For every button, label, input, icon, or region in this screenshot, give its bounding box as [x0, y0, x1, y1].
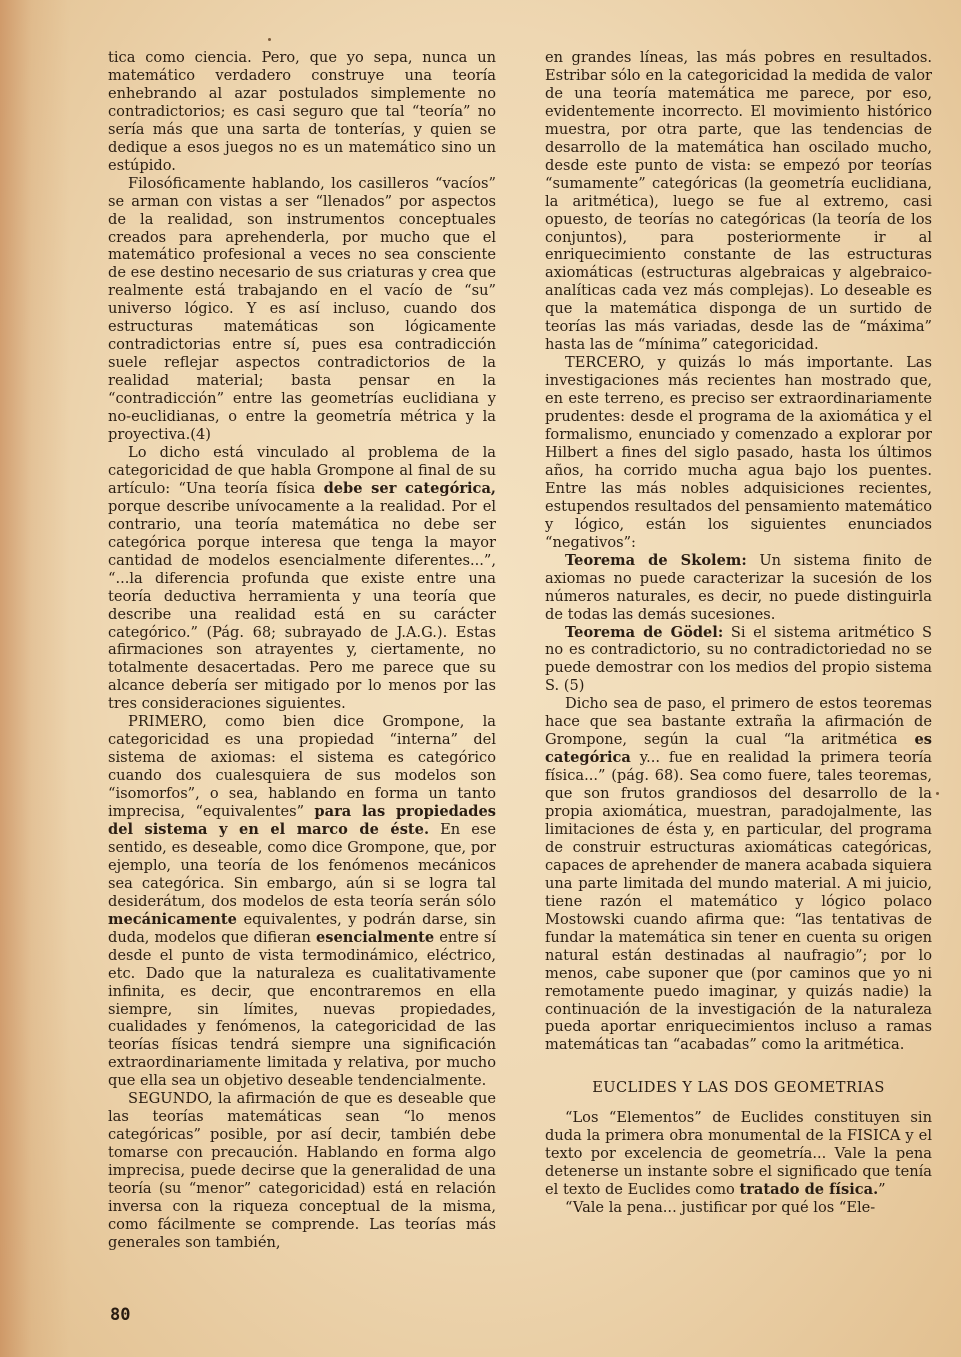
paragraph: “Vale la pena... justificar por qué los “Ele- — [565, 1199, 876, 1217]
paragraph — [108, 444, 496, 713]
text-run: Dicho sea de paso, el primero de estos teoremas hace que sea bastante extraña la afirmación de Grompone, según la cual “la aritmética — [545, 695, 932, 749]
text-run: Lo dicho está vinculado al problema de la categoricidad de que habla Grompone al final de su artículo: “Una teoría física — [108, 443, 496, 497]
paragraph — [108, 713, 496, 1090]
paragraph: TERCERO, y quizás lo más importante. Las investigaciones más recientes han mostrado que, en este terreno, es preciso ser extraordinariamente prudentes: desde el programa de la axiomática y el formalismo, enunciado y comenzado a explorar por Hilbert a fines del siglo pasado, hasta los últimos años, ha corrido mucha agua bajo los puentes. Entre las más nobles adquisiciones recientes, estupendos resultados del pensamiento matemático y lógico, están los siguientes enunciados “negativos”: — [545, 354, 932, 551]
paragraph — [545, 624, 932, 696]
emphasis: esencialmente — [316, 928, 435, 946]
text-run: Un sistema finito de axiomas no puede caracterizar la sucesión de los números naturales, es decir, no puede distinguirla de todas las demás sucesiones. — [545, 551, 932, 623]
text-run: porque describe unívocamente a la realidad. Por el contrario, una teoría matemática no debe ser categórica porque interesa que tenga la mayor cantidad de modelos esencialmente diferentes...”, “...la diferencia profunda que existe entre una teoría deductiva herramienta y una teoría que describe una realidad está en su carácter categórico.” (Pág. 68; subrayado de J.A.G.). Estas afirmaciones son atrayentes y, ciertamente, no totalmente desacertadas. Pero me parece que su alcance debería ser mitigado por lo menos por las tres consideraciones siguientes. — [108, 497, 496, 713]
text-run: ” — [878, 1181, 886, 1199]
paragraph: tica como ciencia. Pero, que yo sepa, nunca un matemático verdadero construye una teoría enhebrando al azar postulados simplemente no contradictorios; es casi seguro que tal “teoría” no sería más que una sarta de tonterías, y quien se dedique a esos juegos no es un matemático sino un estúpido. — [108, 49, 496, 174]
theorem-label: Teorema de Gödel: — [565, 623, 724, 641]
paragraph — [545, 695, 932, 1054]
text-run: PRIMERO, como bien dice Grompone, la categoricidad es una propiedad “interna” del sistema de axiomas: el sistema es categórico cuando dos cualesquiera de sus modelos son “isomorfos”, o sea, hablando en forma un tanto imprecisa, “equivalentes” — [108, 713, 496, 821]
paragraph: SEGUNDO, la afirmación de que es deseable que las teorías matemáticas sean “lo menos categóricas” posible, por así decir, también debe tomarse con precaución. Hablando en forma algo imprecisa, puede decirse que la generalidad de una teoría (su “menor” categoricidad) está en relación inversa con la riqueza conceptual de la misma, como fácilmente se comprende. Las teorías más generales son también, — [108, 1090, 496, 1251]
print-speck — [936, 792, 939, 795]
text-run: equivalentes, y podrán darse, sin duda, modelos que difieran — [108, 910, 496, 946]
theorem-label: Teorema de Skolem: — [565, 551, 747, 569]
emphasis: para las propiedades del sistema y en el marco de éste. — [108, 803, 496, 838]
print-speck — [268, 38, 271, 41]
paragraph — [545, 1109, 932, 1199]
paragraph: Filosóficamente hablando, los casilleros “vacíos” se arman con vistas a ser “llenados” por aspectos de la realidad, son instrumentos conceptuales creados para aprehenderla, por mucho que el matemático profesional a veces no sea consciente de ese destino necesario de sus criaturas y crea que realmente está trabajando en el vacío de “su” universo lógico. Y es así incluso, cuando dos estructuras matemáticas son lógicamente contradictorias entre sí, pues esa contradicción suele reflejar aspectos contradictorios de la realidad material; basta pensar en la “contradicción” entre las geometrías euclidiana y no-euclidianas, o entre la geometría métrica y la proyectiva.(4) — [108, 174, 496, 444]
paragraph — [545, 552, 932, 624]
left-column — [108, 49, 496, 1252]
text-run: entre sí desde el punto de vista termodinámico, eléctrico, etc. Dado que la naturaleza es cualitativamente infinita, es decir, que encontraremos en ella siempre, sin límites, nuevas propiedades, cualidades y fenómenos, la categoricidad de las teorías físicas tendrá siempre una significación extraordinariamente limitada y relativa, por mucho que ella sea un objetivo deseable tendencialmente. — [108, 928, 496, 1090]
text-run: y... fue en realidad la primera teoría física...” (pág. 68). Sea como fuere, tales teoremas, que son frutos grandiosos del desarrollo de la propia axiomática, muestran, paradojalmente, las limitaciones de ésta y, en particular, del programa de construir estructuras axiomáticas categóricas, capaces de aprehender de manera acabada siquiera una parte limitada del mundo material. A mi juicio, tiene razón el matemático y lógico polaco Mostowski cuando afirma que: “las tentativas de fundar la matemática sin tener en cuenta su origen natural están destinadas al naufragio”; por lo menos, cabe suponer que (por caminos que yo ni remotamente puedo imaginar, y quizás nadie) la continuación de la investigación de la naturaleza pueda aportar enriquecimientos incluso a ramas matemáticas tan “acabadas” como la aritmética. — [545, 749, 932, 1054]
section-heading: EUCLIDES Y LAS DOS GEOMETRIAS — [592, 1079, 885, 1097]
emphasis: es categórica — [545, 731, 932, 767]
emphasis: debe ser categórica, — [323, 479, 496, 497]
page-edge-shadow — [0, 0, 70, 1357]
page-number: 80 — [110, 1305, 131, 1325]
text-run: Si el sistema aritmético S no es contradictorio, su no contradictoriedad no se puede demostrar con los medios del propio sistema S. (5) — [545, 623, 933, 695]
emphasis: tratado de física. — [739, 1181, 879, 1199]
text-run: En ese sentido, es deseable, como dice Grompone, que, por ejemplo, una teoría de los fenómenos mecánicos sea categórica. Sin embargo, aún si se logra tal desiderátum, dos modelos de esta teoría serán sólo — [108, 820, 497, 910]
emphasis: mecánicamente — [108, 910, 237, 928]
right-column — [545, 49, 932, 1217]
paragraph: en grandes líneas, las más pobres en resultados. Estribar sólo en la categoricidad la medida de valor de una teoría matemática me parece, por eso, evidentemente incorrecto. El movimiento histórico muestra, por otra parte, que las tendencias de desarrollo de la matemática han oscilado mucho, desde este punto de vista: se empezó por teorías “sumamente” categóricas (la geometría euclidiana, la aritmética), luego se fue al extremo, casi opuesto, de teorías no categóricas (la teoría de los conjuntos), para posteriormente ir al enriquecimiento constante de las estructuras axiomáticas (estructuras algebraicas y algebraico-analíticas cada vez más complejas). Lo deseable es que la matemática disponga de un surtido de teorías las más variadas, desde las de “máxima” hasta las de “mínima” categoricidad. — [545, 49, 932, 354]
text-run: “Los “Elementos” de Euclides constituyen sin duda la primera obra monumental de la FISICA y el texto por excelencia de geometría... Vale la pena detenerse un instante sobre el significado que tenía el texto de Euclides como — [545, 1109, 932, 1199]
